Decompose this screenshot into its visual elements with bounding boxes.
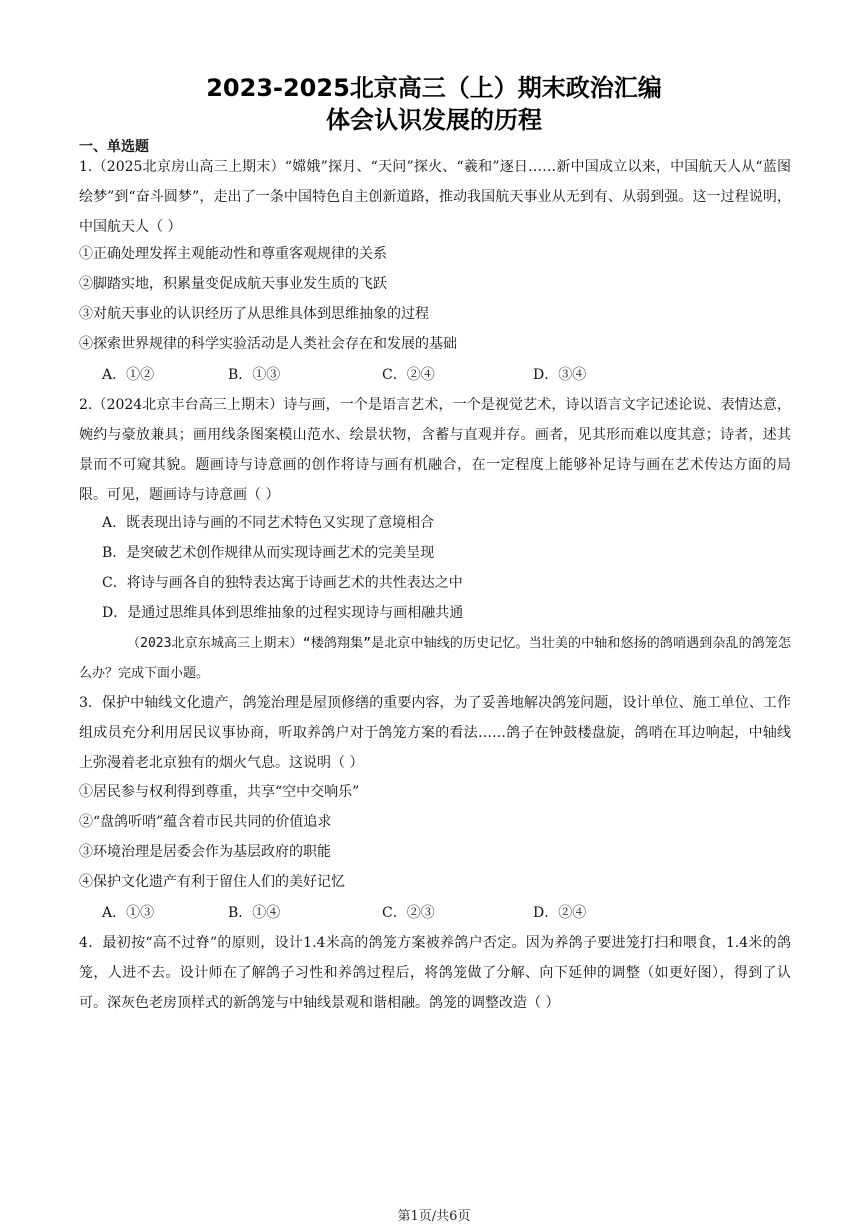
question-3-stem: 3．保护中轴线文化遗产，鸽笼治理是屋顶修缮的重要内容，为了妥善地解决鸽笼问题，设计单位、施工单位、工作组成员充分利用居民议事协商，听取养鸽户对于鸽笼方案的看法……鸽子在钟鼓楼盘旋，鸽哨在耳边响起，中轴线上弥漫着老北京独有的烟火气息。这说明（ ） [79, 695, 791, 771]
page-footer: 第1页/共6页 [397, 1209, 471, 1224]
question-1-stem: 1.（2025北京房山高三上期末）“嫦娥”探月、“天问”探火、“羲和”逐日……新中国成立以来，中国航天人从“蓝图绘梦”到“奋斗圆梦”，走出了一条中国特色自主创新道路，推动我国航天事业从无到有、从弱到强。这一过程说明，中国航天人（ ） [79, 159, 791, 235]
option-d[interactable]: D．③④ [533, 367, 587, 383]
question-1-item: ③对航天事业的认识经历了从思维具体到思维抽象的过程 [79, 306, 429, 322]
option-c[interactable]: C．将诗与画各自的独特表达寓于诗画艺术的共性表达之中 [102, 575, 463, 591]
option-b[interactable]: B．①③ [228, 367, 281, 383]
document-subtitle: 体会认识发展的历程 [326, 106, 542, 134]
option-b[interactable]: B．是突破艺术创作规律从而实现诗画艺术的完美呈现 [102, 545, 435, 561]
option-a[interactable]: A．①③ [102, 905, 155, 921]
section-heading: 一、单选题 [79, 139, 149, 155]
option-c[interactable]: C．②③ [382, 905, 435, 921]
document-title: 2023-2025北京高三（上）期末政治汇编 [206, 74, 662, 102]
option-a[interactable]: A．既表现出诗与画的不同艺术特色又实现了意境相合 [102, 515, 435, 531]
question-3-item: ④保护文化遗产有利于留住人们的美好记忆 [79, 874, 345, 890]
question-3-item: ②“盘鸽听哨”蕴含着市民共同的价值追求 [79, 814, 332, 830]
option-b[interactable]: B．①④ [228, 905, 281, 921]
question-1-item: ①正确处理发挥主观能动性和尊重客观规律的关系 [79, 246, 387, 262]
question-1-item: ②脚踏实地，积累量变促成航天事业发生质的飞跃 [79, 276, 387, 292]
question-1-item: ④探索世界规律的科学实验活动是人类社会存在和发展的基础 [79, 336, 457, 352]
option-a[interactable]: A．①② [102, 367, 155, 383]
option-d[interactable]: D．②④ [533, 905, 587, 921]
question-group-intro: （2023北京东城高三上期末）“楼鸽翔集”是北京中轴线的历史记忆。当壮美的中轴和悠扬的鸽哨遇到杂乱的鸽笼怎么办？完成下面小题。 [79, 636, 791, 681]
question-3-item: ③环境治理是居委会作为基层政府的职能 [79, 844, 331, 860]
question-4-stem: 4．最初按“高不过脊”的原则，设计1.4米高的鸽笼方案被养鸽户否定。因为养鸽子要进笼打扫和喂食，1.4米的鸽笼，人进不去。设计师在了解鸽子习性和养鸽过程后，将鸽笼做了分解、向下延伸的调整（如更好图），得到了认可。深灰色老房顶样式的新鸽笼与中轴线景观和谐相融。鸽笼的调整改造（ ） [79, 935, 791, 1011]
option-c[interactable]: C．②④ [382, 367, 435, 383]
question-3-item: ①居民参与权利得到尊重，共享“空中交响乐” [79, 784, 360, 800]
question-2-stem: 2.（2024北京丰台高三上期末）诗与画，一个是语言艺术，一个是视觉艺术，诗以语言文字记述论说、表情达意，婉约与豪放兼具；画用线条图案模山范水、绘景状物，含蓄与直观并存。画者，见其形而难以度其意；诗者，述其景而不可窥其貌。题画诗与诗意画的创作将诗与画有机融合，在一定程度上能够补足诗与画在艺术传达方面的局限。可见，题画诗与诗意画（ ） [79, 397, 791, 503]
option-d[interactable]: D．是通过思维具体到思维抽象的过程实现诗与画相融共通 [102, 605, 464, 621]
